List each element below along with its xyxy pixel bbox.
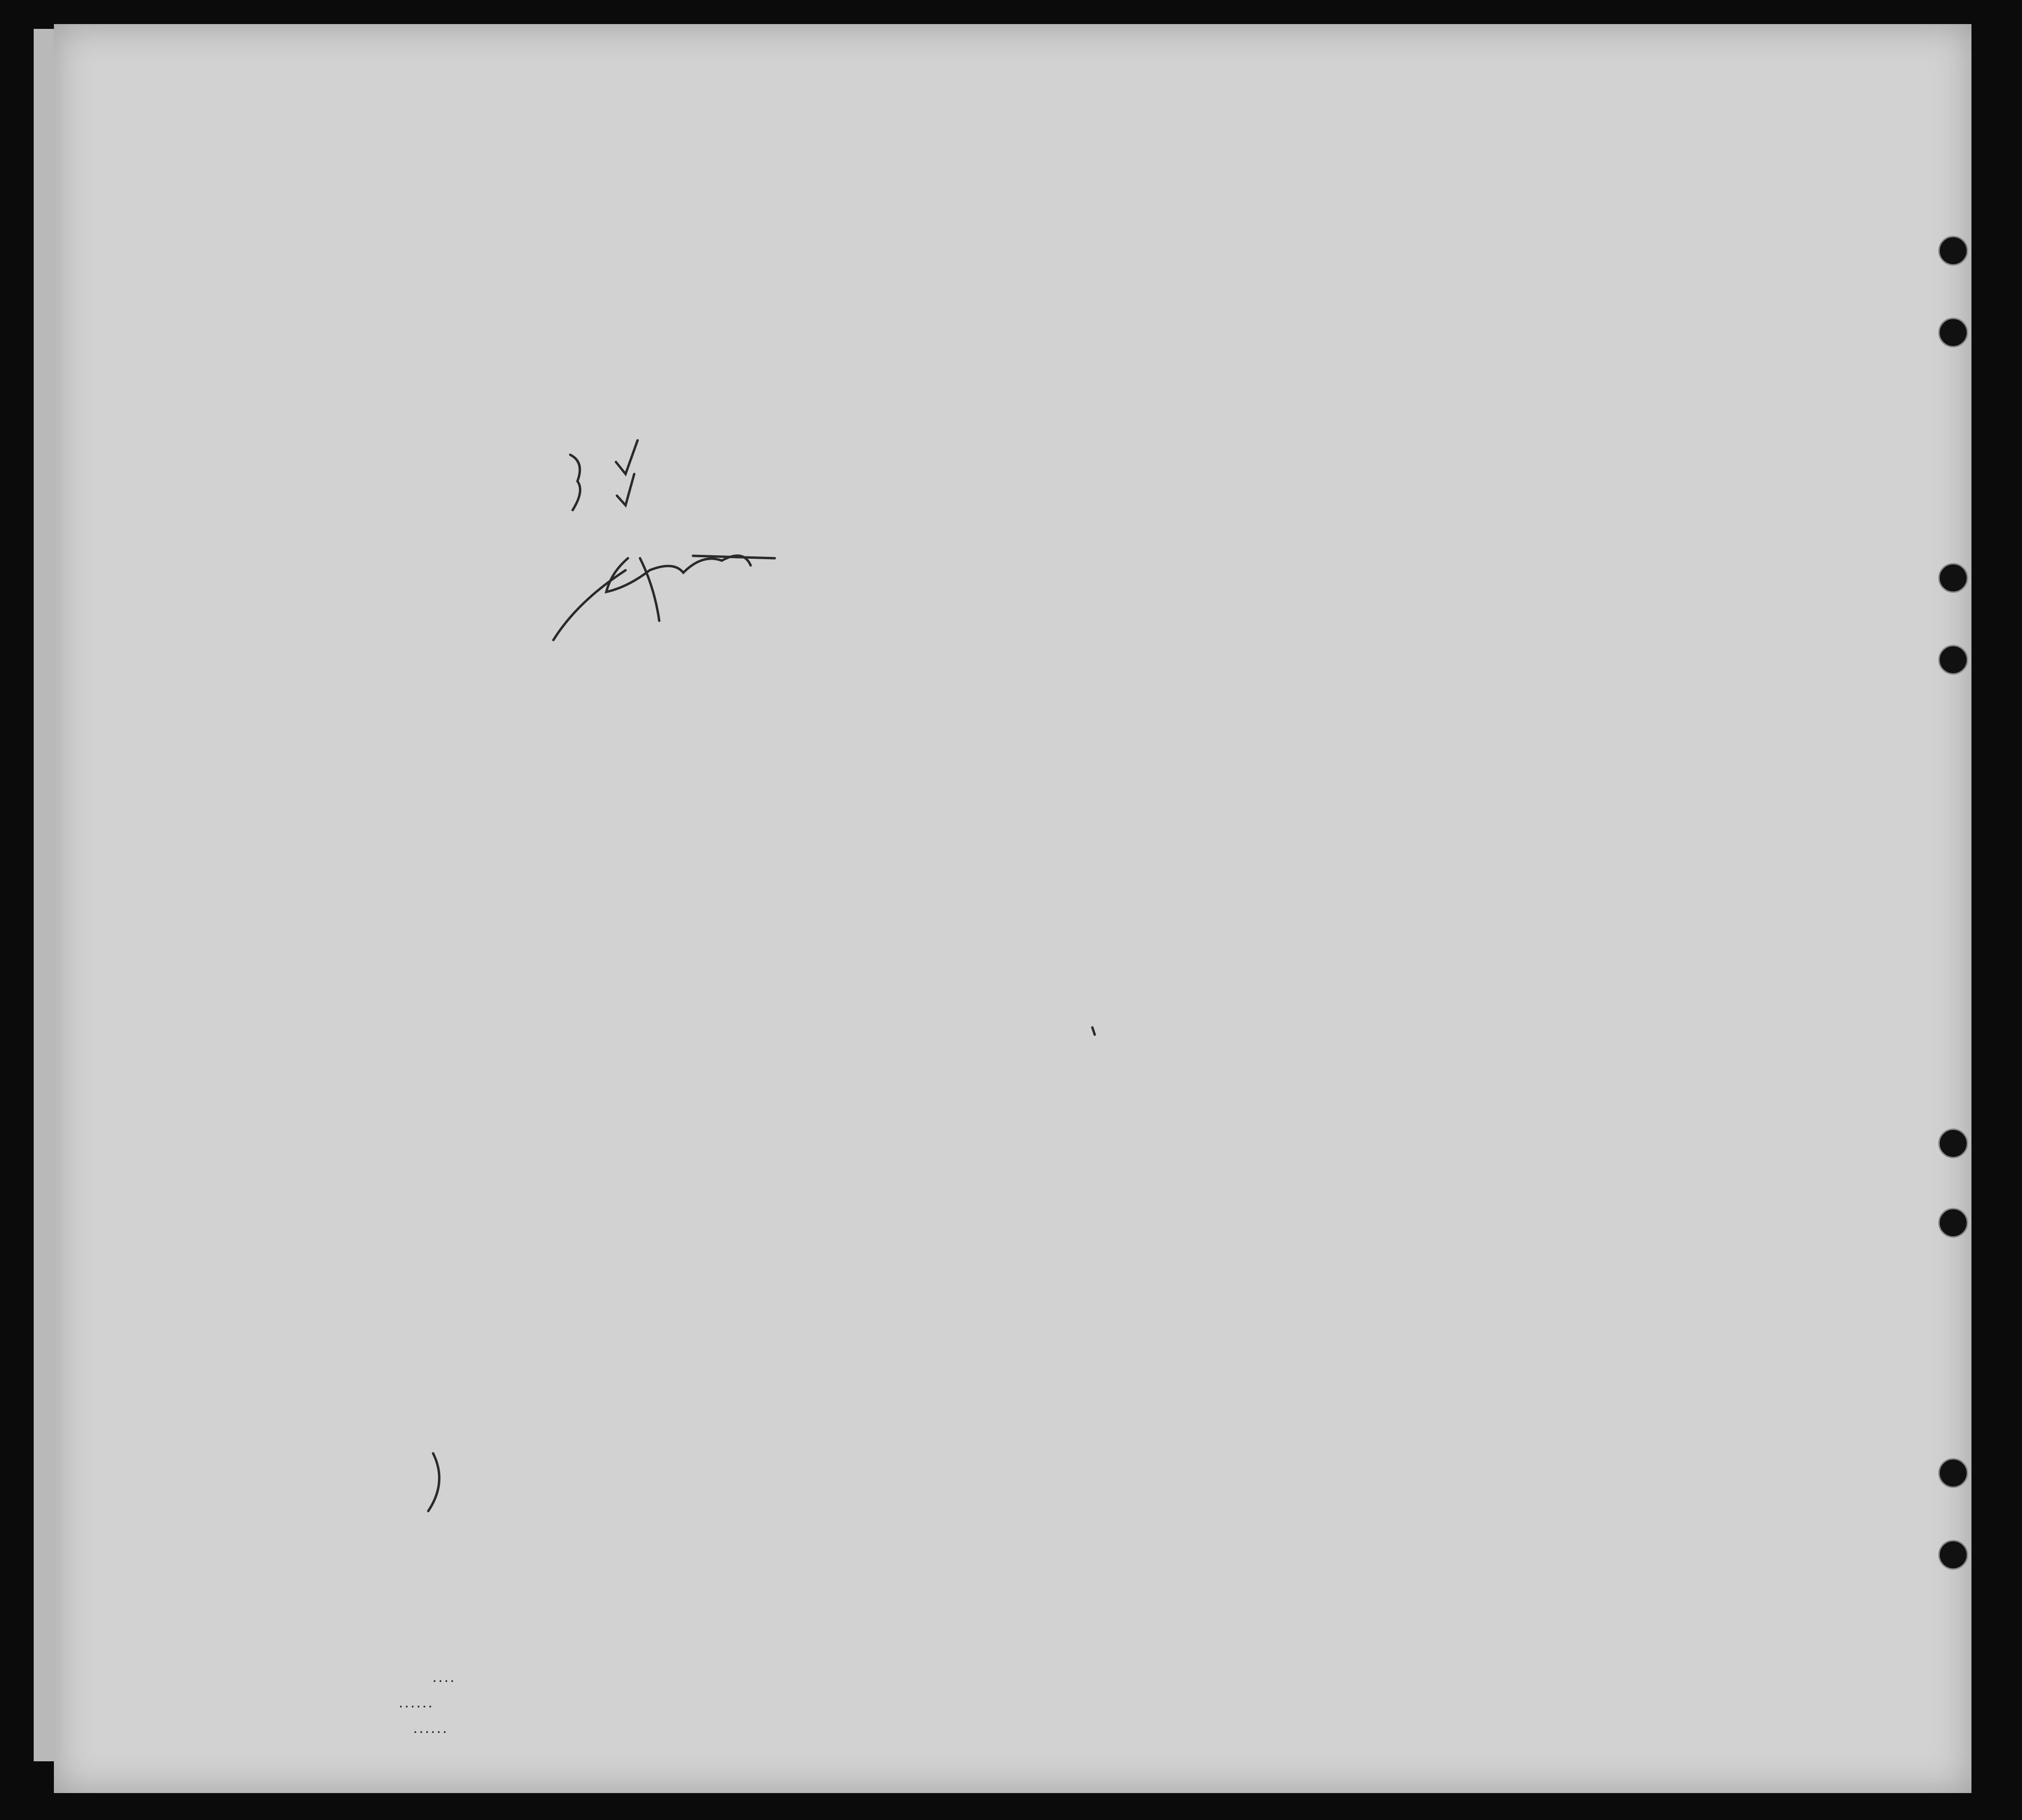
binder-hole bbox=[1938, 1128, 1968, 1158]
footer-dots-1: . . . . bbox=[433, 1672, 454, 1684]
binder-hole bbox=[1938, 1208, 1968, 1238]
binder-hole bbox=[1938, 563, 1968, 593]
footer-dots-3: . . . . . . bbox=[414, 1723, 447, 1735]
footer-dots-2: . . . . . . bbox=[399, 1698, 432, 1710]
binder-hole bbox=[1938, 236, 1968, 266]
binder-hole bbox=[1938, 1458, 1968, 1488]
binder-hole bbox=[1938, 318, 1968, 347]
binder-hole bbox=[1938, 645, 1968, 675]
binder-hole bbox=[1938, 1540, 1968, 1570]
